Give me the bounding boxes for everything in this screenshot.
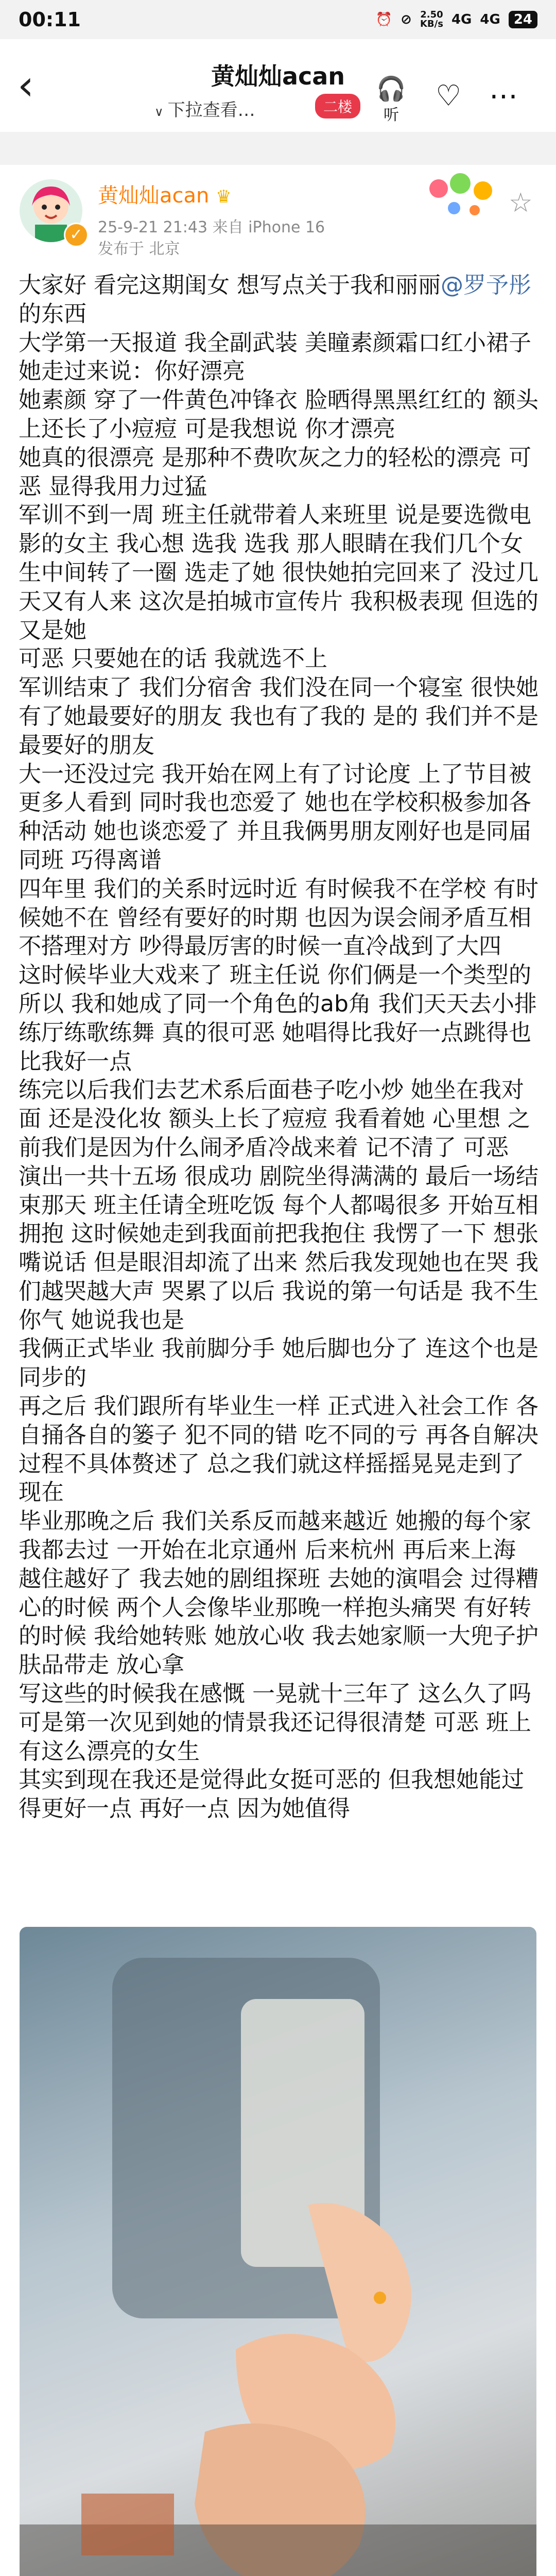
signal-icon-2: 4G <box>480 12 500 27</box>
post-paragraph: 演出一共十五场 很成功 剧院坐得满满的 最后一场结束那天 班主任请全班吃饭 每个人都喝很多 开始互相拥抱 这时候她走到我面前把我抱住 我愣了一下 想张嘴说话 但是眼泪却流了出来 然后我发现她也在哭 我们越哭越大声 哭累了以后 我说的第一句话是 我不生你气 她说我也是 <box>19 1163 538 1333</box>
back-arrow-icon[interactable]: ‹ <box>18 61 34 109</box>
post-paragraph: 她素颜 穿了一件黄色冲锋衣 脸晒得黑黑红红的 额头上还长了小痘痘 可是我想说 你才漂亮 <box>19 387 538 442</box>
post-photo[interactable] <box>20 1927 536 2576</box>
post-paragraph: 大家好 看完这期闺女 想写点关于我和丽丽@罗予彤 的东西 <box>19 272 531 327</box>
post-paragraph: 她真的很漂亮 是那种不费吹灰之力的轻松的漂亮 可恶 显得我用力过猛 <box>19 444 531 500</box>
post-paragraph: 再之后 我们跟所有毕业生一样 正式进入社会工作 各自捅各自的篓子 犯不同的错 吃不同的亏 再各自解决 过程不具体赘述了 总之我们就这样摇摇晃晃走到了现在 <box>19 1393 538 1506</box>
post-paragraph: 毕业那晚之后 我们关系反而越来越近 她搬的每个家我都去过 一开始在北京通州 后来杭州 再后来上海 越住越好了 我去她的剧组探班 去她的演唱会 过得糟心的时候 两个人会像毕业那晚一样抱头痛哭 有好转的时候 我给她转账 她放心收 我去她家顺一大兜子护肤品带走 放心拿 <box>19 1508 538 1679</box>
post-paragraph: 四年里 我们的关系时远时近 有时候我不在学校 有时候她不在 曾经有要好的时期 也因为误会闹矛盾互相不搭理对方 吵得最厉害的时候一直冷战到了大四 <box>19 875 538 960</box>
top-nav-bar <box>0 39 556 132</box>
alarm-icon: ⏰ <box>375 12 393 27</box>
follow-star-icon[interactable]: ☆ <box>509 188 533 218</box>
listen-button[interactable]: 🎧 听 <box>371 75 412 125</box>
post-card <box>0 165 556 2576</box>
chevron-down-icon: ∨ <box>154 105 164 119</box>
network-speed: 2.50 KB/s <box>420 9 443 29</box>
mute-icon: ⊘ <box>401 12 412 27</box>
status-time: 00:11 <box>19 8 81 31</box>
verified-icon: ✓ <box>64 223 89 247</box>
pull-down-hint[interactable]: ∨ 下拉查看… <box>154 100 255 121</box>
post-paragraph: 练完以后我们去艺术系后面巷子吃小炒 她坐在我对面 还是没化妆 额头上长了痘痘 我看着她 心里想 之前我们是因为什么闹矛盾冷战来着 记不清了 可恶 <box>19 1077 530 1161</box>
battery-icon: 24 <box>509 11 537 28</box>
post-meta: 25-9-21 21:43 来自 iPhone 16 <box>98 218 325 236</box>
crown-icon: ♛ <box>216 187 232 207</box>
post-paragraph: 我俩正式毕业 我前脚分手 她后脚也分了 连这个也是同步的 <box>19 1335 538 1391</box>
post-paragraph: 军训结束了 我们分宿舍 我们没在同一个寝室 很快她有了她最要好的朋友 我也有了我的 是的 我们并不是最要好的朋友 <box>19 674 538 758</box>
more-icon[interactable]: ⋯ <box>489 79 518 113</box>
post-paragraph: 大学第一天报道 我全副武装 美瞳素颜霜口红小裙子 她走过来说：你好漂亮 <box>19 329 531 385</box>
decorative-sticker-icon <box>423 168 500 225</box>
second-floor-badge[interactable]: 二楼 <box>315 94 360 118</box>
post-paragraph: 这时候毕业大戏来了 班主任说 你们俩是一个类型的 所以 我和她成了同一个角色的ab角 我们天天去小排练厅练歌练舞 真的很可恶 她唱得比我好一点跳得也比我好一点 <box>19 962 537 1075</box>
post-paragraph: 写这些的时候我在感慨 一晃就十三年了 这么久了吗 可是第一次见到她的情景我还记得很清楚 可恶 班上有这么漂亮的女生 <box>19 1681 531 1765</box>
mention-link[interactable]: @罗予彤 <box>440 272 531 298</box>
signal-icon-1: 4G <box>451 12 472 27</box>
bookmark-icon[interactable]: ♡ <box>436 79 462 113</box>
status-bar <box>0 0 556 39</box>
page-title: 黄灿灿acan <box>211 62 345 90</box>
status-icons <box>376 10 537 29</box>
author-name[interactable]: 黄灿灿acan ♛ <box>98 184 232 208</box>
post-paragraph: 可恶 只要她在的话 我就选不上 <box>19 646 327 672</box>
post-paragraph: 军训不到一周 班主任就带着人来班里 说是要选微电影的女主 我心想 选我 选我 那人眼睛在我们几个女生中间转了一圈 选走了她 很快她拍完回来了 没过几天又有人来 这次是拍城市宣传片 我积极表现 但选的又是她 <box>19 502 538 643</box>
post-location: 发布于 北京 <box>98 240 180 258</box>
post-body <box>19 271 540 1823</box>
headphones-icon: 🎧 <box>376 75 406 103</box>
post-paragraph: 大一还没过完 我开始在网上有了讨论度 上了节目被更多人看到 同时我也恋爱了 她也在学校积极参加各种活动 她也谈恋爱了 并且我俩男朋友刚好也是同届同班 巧得离谱 <box>19 760 531 873</box>
post-paragraph: 其实到现在我还是觉得此女挺可恶的 但我想她能过得更好一点 再好一点 因为她值得 <box>19 1767 524 1822</box>
